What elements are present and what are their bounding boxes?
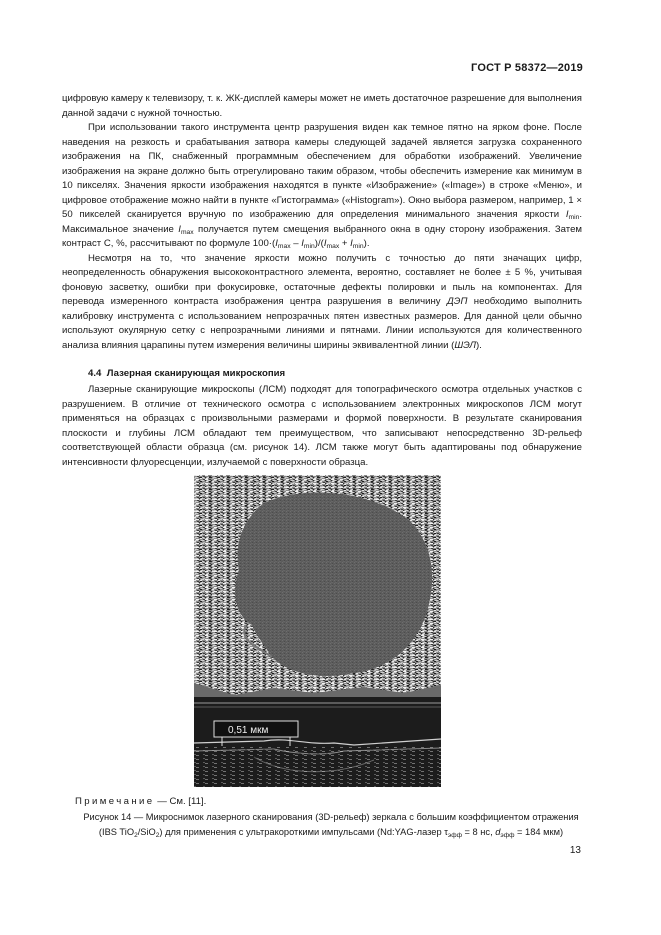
section-number: 4.4 bbox=[88, 368, 102, 379]
paragraph-1: цифровую камеру к телевизору, т. к. ЖК-дисплей камеры может не иметь достаточное разрешение для выполнения данной задачи с нужной точностью. bbox=[62, 93, 582, 119]
measurement-label: 0,51 мкм bbox=[228, 725, 269, 736]
paragraph-4: Лазерные сканирующие микроскопы (ЛСМ) подходят для топографического осмотра отдельных участков с разрушением. В отличие от технического осмотра с использованием электронных микроскопов ЛСМ могут применяться на образцах с произвольными размерами и формой поверхности. В результате сканирования плоскости и глубины ЛСМ обладают тем преимуществом, что записывают непосредственно 3D-рельеф соответствующей области образца (см. рисунок 14). ЛСМ также могут быть адаптированы под обнаружение интенсивности флуоресценции, излучаемой с поверхности образца. bbox=[62, 384, 582, 468]
caption-line-1: Рисунок 14 — Микроснимок лазерного сканирования (3D-рельеф) зеркала с большим коэффициентом отражения bbox=[83, 812, 579, 822]
standard-header: ГОСТ Р 58372—2019 bbox=[471, 62, 583, 74]
figure-note bbox=[75, 796, 206, 807]
paragraph-2: При использовании такого инструмента центр разрушения виден как темное пятно на ярком фоне. После наведения на резкость и срабатывания затвора камеры следующей задачей является загрузка сохраненного изображения на ПК, снабженный программным обеспечением для обработки изображений. Увеличение изображения на экране должно быть отрегулировано таким образом, чтобы обеспечить измерение как минимум в 10 пикселях. Значения яркости изображения находятся в пункте «Изображение» («Image») в строке «Меню», и цифровое отображение можно найти в пункте «Гистограмма» («Histogram»). Окно выбора размером, например, 1 × 50 пикселей сканируется вручную по изображению для определения минимального значения яркости $I_{min}$. Максимальное значение $I_{max}$ получается путем смещения выбранного окна в одну сторону изображения. Затем контраст С, %, рассчитывают по формуле $100\cdot(I_{max} - I_{min})/(I_{max} + I_{min})$. bbox=[62, 122, 583, 250]
note-text: — См. [11]. bbox=[154, 796, 207, 807]
section-heading bbox=[88, 368, 285, 379]
note-label: Примечание bbox=[75, 796, 155, 807]
micrograph-image bbox=[194, 475, 441, 787]
section-title: Лазерная сканирующая микроскопия bbox=[106, 368, 286, 379]
page-number: 13 bbox=[569, 845, 581, 856]
lsm-micrograph bbox=[194, 475, 441, 787]
body-text-top bbox=[62, 92, 582, 353]
paragraph-3: Несмотря на то, что значение яркости можно получить с точностью до пяти значащих цифр, неопределенность обнаружения высококонтрастного элемента, вероятно, составляет не более ± 5 %, учитывая фоновую засветку, ошибки при фокусировке, остаточные дефекты полировки и пыль на компонентах. Для перевода измеренного контраста изображения центра разрушения в величину ДЭП необходимо выполнить калибровку инструмента с использованием непрозрачных пятен известных размеров. Для данной цели обычно используют окулярную сетку с непрозрачными линиями и пятнами. Линии используются для количественного анализа влияния царапины путем измерения величины ширины эквивалентной линии (ШЭЛ). bbox=[62, 252, 583, 351]
caption-line-2: (IBS TiO$_2$/SiO$_2$) для применения с ультракороткими импульсами (Nd:YAG-лазер $\tau_{эфф} = 8$ нс, $d_{эфф} = 184$ мкм) bbox=[98, 826, 564, 839]
body-text-lsm bbox=[62, 383, 582, 470]
figure-caption bbox=[40, 810, 622, 839]
